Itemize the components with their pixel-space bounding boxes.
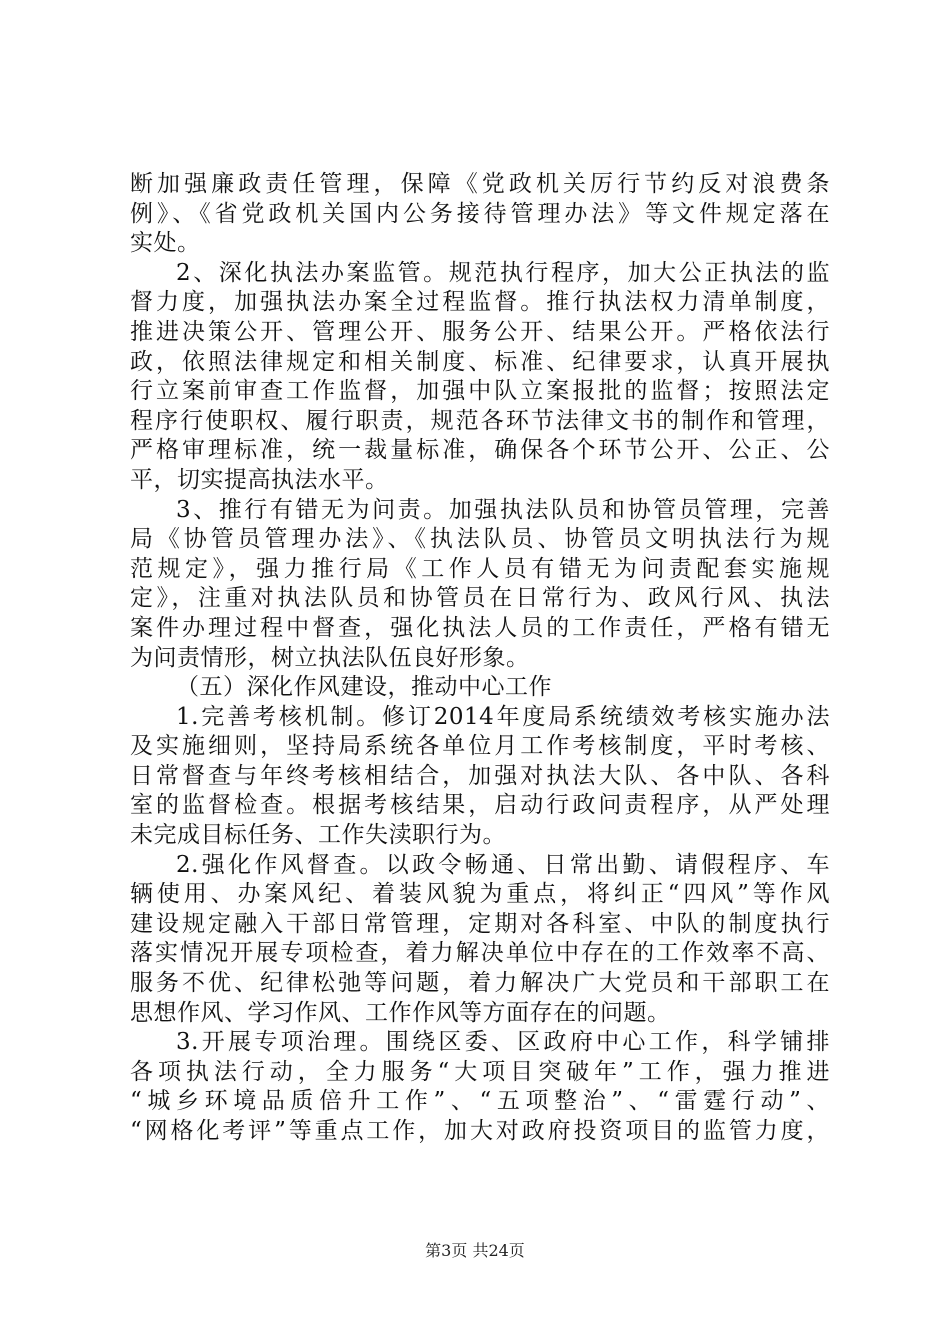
- paragraph-line: 督力度，加强执法办案全过程监督。推行执法权力清单制度，: [130, 289, 830, 316]
- paragraph-line: 局《协管员管理办法》、《执法队员、协管员文明执法行为规: [130, 526, 830, 553]
- paragraph-line: “网格化考评”等重点工作，加大对政府投资项目的监管力度，: [130, 1118, 830, 1144]
- paragraph-line: 定》，注重对执法队员和协管员在日常行为、政风行风、执法: [130, 585, 830, 612]
- paragraph-line: 3.开展专项治理。围绕区委、区政府中心工作，科学铺排: [176, 1029, 830, 1056]
- paragraph-line: 建设规定融入干部日常管理，定期对各科室、中队的制度执行: [130, 910, 830, 937]
- paragraph-line: 1.完善考核机制。修订2014年度局系统绩效考核实施办法: [176, 703, 830, 730]
- paragraph-line: 各项执法行动，全力服务“大项目突破年”工作，强力推进: [130, 1058, 830, 1085]
- paragraph-line: 2、深化执法办案监管。规范执行程序，加大公正执法的监: [176, 259, 830, 286]
- paragraph-line: 室的监督检查。根据考核结果，启动行政问责程序，从严处理: [130, 792, 830, 819]
- paragraph-line: 程序行使职权、履行职责，规范各环节法律文书的制作和管理，: [130, 407, 830, 434]
- paragraph-line: 服务不优、纪律松弛等问题，着力解决广大党员和干部职工在: [130, 970, 830, 997]
- paragraph-line: 例》、《省党政机关国内公务接待管理办法》等文件规定落在: [130, 200, 830, 227]
- paragraph-line: 未完成目标任务、工作失渎职行为。: [130, 822, 506, 849]
- paragraph-line: 实处。: [130, 230, 201, 257]
- paragraph-line: 平，切实提高执法水平。: [130, 466, 389, 493]
- paragraph-line: 政，依照法律规定和相关制度、标准、纪律要求，认真开展执: [130, 348, 830, 375]
- paragraph-line: 行立案前审查工作监督，加强中队立案报批的监督；按照法定: [130, 378, 830, 405]
- paragraph-line: 及实施细则，坚持局系统各单位月工作考核制度，平时考核、: [130, 733, 830, 760]
- paragraph-line: 日常督查与年终考核相结合，加强对执法大队、各中队、各科: [130, 762, 830, 789]
- paragraph-line: 2.强化作风督查。以政令畅通、日常出勤、请假程序、车: [176, 851, 830, 878]
- paragraph-line: 严格审理标准，统一裁量标准，确保各个环节公开、公正、公: [130, 437, 830, 464]
- page-footer: 第3页 共24页: [425, 1241, 525, 1260]
- paragraph-line: 断加强廉政责任管理，保障《党政机关厉行节约反对浪费条: [130, 171, 830, 197]
- paragraph-line: 辆使用、办案风纪、着装风貌为重点，将纠正“四风”等作风: [130, 881, 830, 908]
- paragraph-line: 范规定》，强力推行局《工作人员有错无为问责配套实施规: [130, 555, 830, 582]
- paragraph-line: 推进决策公开、管理公开、服务公开、结果公开。严格依法行: [130, 318, 830, 345]
- section-heading: （五）深化作风建设，推动中心工作: [176, 674, 552, 701]
- paragraph-line: 案件办理过程中督查，强化执法人员的工作责任，严格有错无: [130, 614, 830, 641]
- paragraph-line: 3、推行有错无为问责。加强执法队员和协管员管理，完善: [176, 496, 830, 523]
- paragraph-line: 落实情况开展专项检查，着力解决单位中存在的工作效率不高、: [130, 940, 830, 967]
- paragraph-line: “城乡环境品质倍升工作”、“五项整治”、“雷霆行动”、: [130, 1088, 830, 1115]
- document-body: [130, 170, 830, 1147]
- paragraph-line: 为问责情形，树立执法队伍良好形象。: [130, 644, 530, 671]
- paragraph-line: 思想作风、学习作风、工作作风等方面存在的问题。: [130, 999, 671, 1026]
